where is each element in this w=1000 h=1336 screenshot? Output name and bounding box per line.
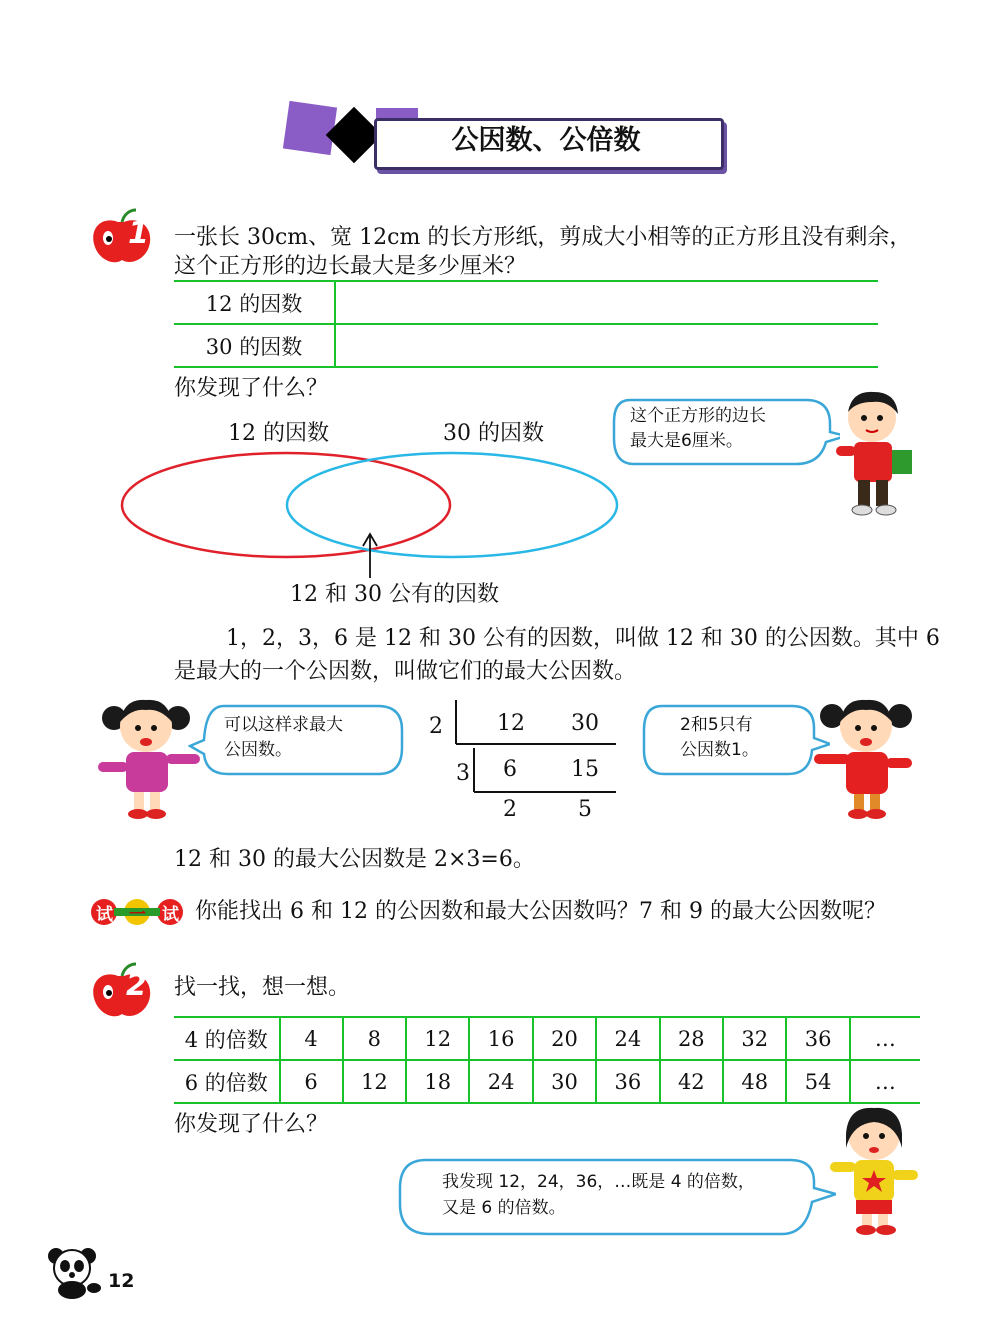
table-cell: … bbox=[850, 1017, 920, 1060]
division-cell: 12 bbox=[497, 711, 525, 736]
panda-icon bbox=[42, 1244, 106, 1300]
explain-line-2: 是最大的一个公因数，叫做它们的最大公因数。 bbox=[174, 659, 637, 684]
page-number: 12 bbox=[108, 1270, 135, 1292]
table-cell: 36 bbox=[786, 1017, 849, 1060]
example-1-number: 1 bbox=[128, 216, 149, 251]
table-cell: 6 bbox=[280, 1060, 343, 1103]
table-cell: … bbox=[850, 1060, 920, 1103]
try-it-badge-char: 试 bbox=[96, 905, 113, 925]
table-row bbox=[174, 281, 878, 324]
discover-prompt-1: 你发现了什么？ bbox=[174, 376, 329, 401]
problem-line-1: 一张长 30cm、宽 12cm 的长方形纸，剪成大小相等的正方形且没有剩余， bbox=[174, 225, 912, 250]
left-girl-bubble-line-2: 公因数。 bbox=[224, 740, 292, 760]
venn-ellipse-30 bbox=[287, 453, 617, 557]
right-girl-illustration bbox=[810, 692, 920, 822]
try-it-badge-char: 一 bbox=[129, 905, 146, 925]
right-girl-bubble-line-1: 2和5只有 bbox=[680, 715, 753, 735]
example-1-apple-icon bbox=[88, 208, 160, 268]
table-cell: 12 bbox=[343, 1060, 406, 1103]
venn-right-label: 30 的因数 bbox=[443, 421, 544, 446]
header-decor-square-left bbox=[283, 101, 337, 155]
gcd-result: 12 和 30 的最大公因数是 2×3=6。 bbox=[174, 847, 535, 872]
factors-table bbox=[174, 280, 878, 368]
explain-line-1: 1，2，3，6 是 12 和 30 公有的因数，叫做 12 和 30 的公因数。其中 6 bbox=[226, 626, 940, 651]
multiples-table bbox=[174, 1016, 920, 1104]
division-cell: 15 bbox=[571, 757, 599, 782]
division-cell: 5 bbox=[578, 797, 592, 822]
page-title: 公因数、公倍数 bbox=[451, 125, 641, 156]
problem-line-2: 这个正方形的边长最大是多少厘米？ bbox=[174, 254, 527, 279]
table-cell: 12 bbox=[406, 1017, 469, 1060]
division-cell: 2 bbox=[503, 797, 517, 822]
table-row bbox=[174, 1017, 920, 1060]
table-cell: 32 bbox=[723, 1017, 786, 1060]
example-2-number: 2 bbox=[126, 968, 147, 1003]
table-row bbox=[174, 1060, 920, 1103]
division-cell: 6 bbox=[503, 757, 517, 782]
left-girl-speech-bubble bbox=[188, 700, 408, 780]
example-2-apple-icon bbox=[88, 962, 160, 1022]
table-cell: 42 bbox=[660, 1060, 723, 1103]
boy-bubble-line-1: 这个正方形的边长 bbox=[630, 406, 766, 426]
try-it-text: 你能找出 6 和 12 的公因数和最大公因数吗？7 和 9 的最大公因数呢？ bbox=[195, 899, 886, 924]
table-cell: 18 bbox=[406, 1060, 469, 1103]
venn-diagram bbox=[110, 448, 630, 598]
table-cell: 4 bbox=[280, 1017, 343, 1060]
table-cell: 16 bbox=[469, 1017, 532, 1060]
answer-cell[interactable] bbox=[335, 324, 878, 367]
answer-cell[interactable] bbox=[335, 281, 878, 324]
discover-prompt-2: 你发现了什么？ bbox=[174, 1112, 329, 1137]
table-cell: 24 bbox=[469, 1060, 532, 1103]
table-cell: 48 bbox=[723, 1060, 786, 1103]
division-cell: 30 bbox=[571, 711, 599, 736]
table-cell: 24 bbox=[596, 1017, 659, 1060]
example-2-instruction: 找一找，想一想。 bbox=[174, 975, 351, 1000]
row-label: 30 的因数 bbox=[174, 324, 335, 367]
division-divisor-2: 3 bbox=[456, 761, 470, 786]
venn-left-label: 12 的因数 bbox=[228, 421, 329, 446]
table-cell: 8 bbox=[343, 1017, 406, 1060]
row-label: 4 的倍数 bbox=[174, 1017, 280, 1060]
division-divisor-1: 2 bbox=[429, 714, 443, 739]
table-cell: 30 bbox=[533, 1060, 596, 1103]
boy-bubble-line-2: 最大是6厘米。 bbox=[630, 431, 743, 451]
bottom-bubble-line-2: 又是 6 的倍数。 bbox=[442, 1198, 566, 1218]
table-cell: 20 bbox=[533, 1017, 596, 1060]
table-cell: 36 bbox=[596, 1060, 659, 1103]
right-girl-bubble-line-2: 公因数1。 bbox=[680, 740, 759, 760]
row-label: 6 的倍数 bbox=[174, 1060, 280, 1103]
table-row bbox=[174, 324, 878, 367]
try-it-badge-char: 试 bbox=[162, 905, 179, 925]
left-girl-bubble-line-1: 可以这样求最大 bbox=[224, 715, 343, 735]
row-label: 12 的因数 bbox=[174, 281, 335, 324]
table-cell: 28 bbox=[660, 1017, 723, 1060]
venn-common-label: 12 和 30 公有的因数 bbox=[290, 582, 499, 607]
table-cell: 54 bbox=[786, 1060, 849, 1103]
boy-character-illustration bbox=[828, 388, 924, 518]
bottom-girl-illustration bbox=[826, 1104, 922, 1238]
bottom-bubble-line-1: 我发现 12，24，36，…既是 4 的倍数， bbox=[442, 1172, 755, 1192]
short-division-lines bbox=[440, 700, 640, 810]
